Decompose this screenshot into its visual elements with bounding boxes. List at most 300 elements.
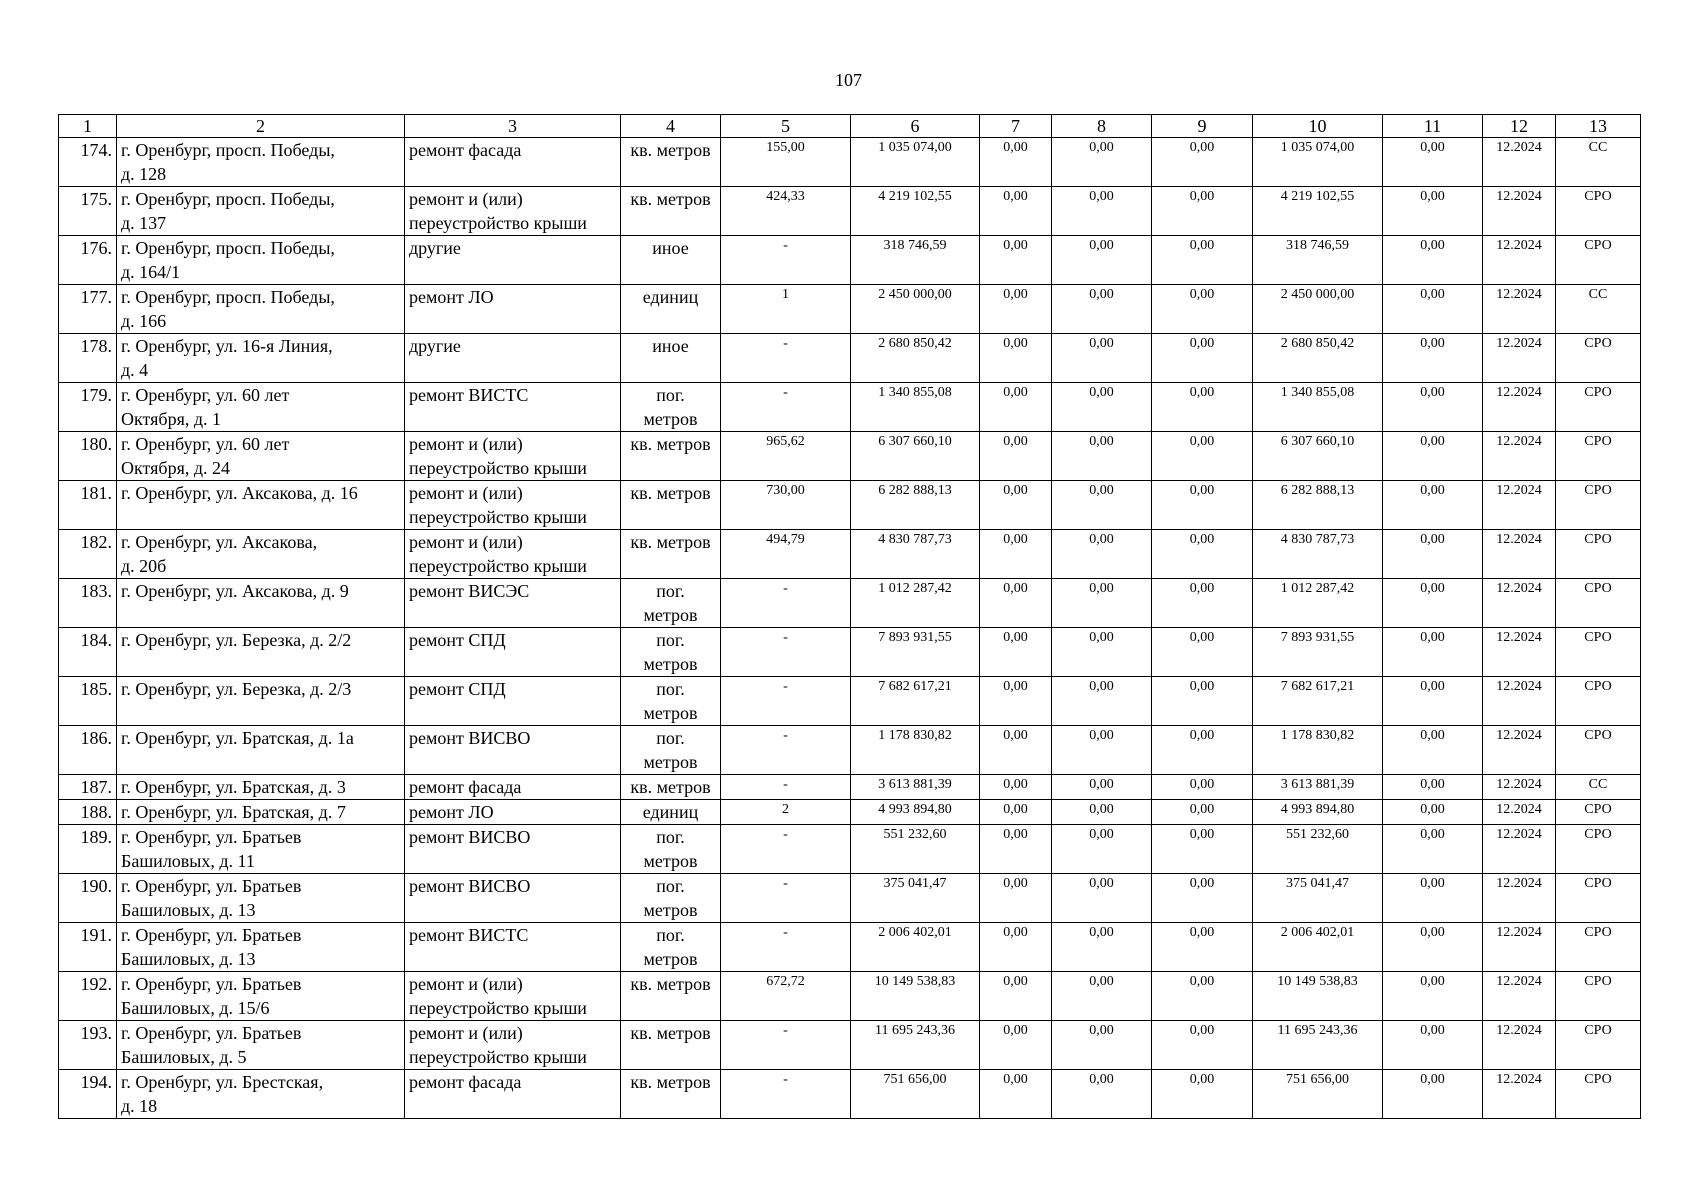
- unit-cell-line: пог.: [656, 728, 685, 748]
- row-number: 176.: [59, 236, 117, 285]
- table-row: [59, 285, 1641, 334]
- work-type-cell: [405, 1021, 621, 1070]
- volume-cell: -: [721, 1070, 851, 1119]
- table-row: [59, 726, 1641, 775]
- fund-cell-7: 0,00: [980, 825, 1052, 874]
- fund-cell-10: 1 340 855,08: [1253, 383, 1383, 432]
- work-type-cell-line: переустройство крыши: [409, 998, 587, 1018]
- work-type-cell-line: переустройство крыши: [409, 458, 587, 478]
- work-type-cell-line: ремонт ЛО: [409, 802, 494, 822]
- unit-cell: [621, 874, 721, 923]
- volume-cell: 494,79: [721, 530, 851, 579]
- fund-cell-10: 7 893 931,55: [1253, 628, 1383, 677]
- fund-cell-10: 1 012 287,42: [1253, 579, 1383, 628]
- unit-cell-line: пог.: [656, 581, 685, 601]
- address-cell-line: г. Оренбург, ул. Братская, д. 7: [121, 802, 346, 822]
- unit-cell: [621, 285, 721, 334]
- method-cell: СРО: [1556, 628, 1641, 677]
- address-cell-line: Башиловых, д. 11: [121, 851, 255, 871]
- column-header: 3: [405, 115, 621, 138]
- volume-cell: -: [721, 383, 851, 432]
- address-cell-line: г. Оренбург, ул. 16-я Линия,: [121, 336, 333, 356]
- work-type-cell-line: ремонт фасада: [409, 140, 522, 160]
- method-cell: СРО: [1556, 236, 1641, 285]
- fund-cell-11: 0,00: [1383, 285, 1483, 334]
- fund-cell-8: 0,00: [1052, 481, 1152, 530]
- address-cell: [117, 800, 405, 825]
- address-cell-line: г. Оренбург, ул. 60 лет: [121, 434, 290, 454]
- work-type-cell-line: ремонт ВИСТС: [409, 925, 529, 945]
- address-cell: [117, 530, 405, 579]
- unit-cell: [621, 432, 721, 481]
- fund-cell-8: 0,00: [1052, 972, 1152, 1021]
- work-type-cell-line: ремонт и (или): [409, 1023, 523, 1043]
- work-type-cell-line: другие: [409, 336, 461, 356]
- fund-cell-10: 375 041,47: [1253, 874, 1383, 923]
- address-cell: [117, 726, 405, 775]
- fund-cell-9: 0,00: [1152, 285, 1253, 334]
- total-cost-cell: 318 746,59: [851, 236, 980, 285]
- row-number: 189.: [59, 825, 117, 874]
- address-cell: [117, 236, 405, 285]
- unit-cell: [621, 726, 721, 775]
- fund-cell-7: 0,00: [980, 530, 1052, 579]
- row-number: 192.: [59, 972, 117, 1021]
- unit-cell-line: иное: [652, 238, 689, 258]
- deadline-cell: 12.2024: [1483, 825, 1556, 874]
- deadline-cell: 12.2024: [1483, 800, 1556, 825]
- fund-cell-10: 318 746,59: [1253, 236, 1383, 285]
- fund-cell-10: 2 006 402,01: [1253, 923, 1383, 972]
- volume-cell: 424,33: [721, 187, 851, 236]
- total-cost-cell: 6 307 660,10: [851, 432, 980, 481]
- fund-cell-7: 0,00: [980, 677, 1052, 726]
- address-cell: [117, 481, 405, 530]
- address-cell-line: г. Оренбург, ул. Братьев: [121, 1023, 302, 1043]
- fund-cell-10: 11 695 243,36: [1253, 1021, 1383, 1070]
- address-cell: [117, 138, 405, 187]
- fund-cell-8: 0,00: [1052, 800, 1152, 825]
- fund-cell-10: 551 232,60: [1253, 825, 1383, 874]
- method-cell: СРО: [1556, 825, 1641, 874]
- unit-cell: [621, 530, 721, 579]
- fund-cell-11: 0,00: [1383, 775, 1483, 800]
- fund-cell-11: 0,00: [1383, 825, 1483, 874]
- total-cost-cell: 7 893 931,55: [851, 628, 980, 677]
- method-cell: СРО: [1556, 677, 1641, 726]
- address-cell-line: Октября, д. 1: [121, 409, 222, 429]
- fund-cell-10: 751 656,00: [1253, 1070, 1383, 1119]
- work-type-cell-line: ремонт и (или): [409, 434, 523, 454]
- address-cell-line: д. 4: [121, 360, 149, 380]
- fund-cell-10: 6 307 660,10: [1253, 432, 1383, 481]
- fund-cell-10: 3 613 881,39: [1253, 775, 1383, 800]
- fund-cell-8: 0,00: [1052, 726, 1152, 775]
- total-cost-cell: 751 656,00: [851, 1070, 980, 1119]
- deadline-cell: 12.2024: [1483, 530, 1556, 579]
- fund-cell-8: 0,00: [1052, 579, 1152, 628]
- total-cost-cell: 2 450 000,00: [851, 285, 980, 334]
- work-type-cell: [405, 874, 621, 923]
- volume-cell: -: [721, 923, 851, 972]
- address-cell: [117, 775, 405, 800]
- address-cell: [117, 285, 405, 334]
- unit-cell-line: кв. метров: [630, 1072, 711, 1092]
- fund-cell-9: 0,00: [1152, 726, 1253, 775]
- total-cost-cell: 6 282 888,13: [851, 481, 980, 530]
- total-cost-cell: 4 219 102,55: [851, 187, 980, 236]
- table-row: [59, 923, 1641, 972]
- deadline-cell: 12.2024: [1483, 972, 1556, 1021]
- unit-cell: [621, 334, 721, 383]
- volume-cell: 155,00: [721, 138, 851, 187]
- repair-program-table: [58, 114, 1641, 1119]
- address-cell: [117, 383, 405, 432]
- row-number: 177.: [59, 285, 117, 334]
- fund-cell-9: 0,00: [1152, 800, 1253, 825]
- fund-cell-11: 0,00: [1383, 579, 1483, 628]
- table-row: [59, 874, 1641, 923]
- method-cell: СРО: [1556, 972, 1641, 1021]
- work-type-cell: [405, 972, 621, 1021]
- fund-cell-11: 0,00: [1383, 726, 1483, 775]
- work-type-cell: [405, 432, 621, 481]
- address-cell-line: г. Оренбург, просп. Победы,: [121, 189, 335, 209]
- unit-cell-line: кв. метров: [630, 189, 711, 209]
- fund-cell-8: 0,00: [1052, 285, 1152, 334]
- fund-cell-9: 0,00: [1152, 775, 1253, 800]
- fund-cell-11: 0,00: [1383, 677, 1483, 726]
- method-cell: СРО: [1556, 481, 1641, 530]
- work-type-cell-line: другие: [409, 238, 461, 258]
- address-cell-line: г. Оренбург, ул. Братьев: [121, 876, 302, 896]
- volume-cell: -: [721, 1021, 851, 1070]
- fund-cell-9: 0,00: [1152, 138, 1253, 187]
- row-number: 194.: [59, 1070, 117, 1119]
- unit-cell-line: метров: [643, 900, 698, 920]
- row-number: 184.: [59, 628, 117, 677]
- method-cell: СС: [1556, 775, 1641, 800]
- fund-cell-7: 0,00: [980, 481, 1052, 530]
- work-type-cell: [405, 923, 621, 972]
- address-cell: [117, 334, 405, 383]
- fund-cell-8: 0,00: [1052, 1070, 1152, 1119]
- work-type-cell-line: ремонт и (или): [409, 189, 523, 209]
- fund-cell-9: 0,00: [1152, 923, 1253, 972]
- address-cell-line: д. 137: [121, 213, 167, 233]
- unit-cell-line: пог.: [656, 630, 685, 650]
- address-cell-line: Башиловых, д. 5: [121, 1047, 247, 1067]
- address-cell-line: г. Оренбург, ул. Березка, д. 2/3: [121, 679, 352, 699]
- total-cost-cell: 3 613 881,39: [851, 775, 980, 800]
- address-cell: [117, 628, 405, 677]
- fund-cell-9: 0,00: [1152, 334, 1253, 383]
- work-type-cell-line: ремонт ВИСЭС: [409, 581, 530, 601]
- fund-cell-10: 1 035 074,00: [1253, 138, 1383, 187]
- work-type-cell: [405, 187, 621, 236]
- method-cell: СРО: [1556, 1070, 1641, 1119]
- unit-cell: [621, 236, 721, 285]
- volume-cell: -: [721, 334, 851, 383]
- fund-cell-8: 0,00: [1052, 138, 1152, 187]
- method-cell: СРО: [1556, 383, 1641, 432]
- work-type-cell-line: ремонт ВИСВО: [409, 827, 531, 847]
- fund-cell-9: 0,00: [1152, 677, 1253, 726]
- method-cell: СРО: [1556, 334, 1641, 383]
- method-cell: СРО: [1556, 187, 1641, 236]
- row-number: 182.: [59, 530, 117, 579]
- unit-cell: [621, 481, 721, 530]
- fund-cell-7: 0,00: [980, 775, 1052, 800]
- work-type-cell-line: ремонт СПД: [409, 679, 506, 699]
- unit-cell-line: кв. метров: [630, 1023, 711, 1043]
- deadline-cell: 12.2024: [1483, 726, 1556, 775]
- unit-cell: [621, 628, 721, 677]
- work-type-cell: [405, 530, 621, 579]
- fund-cell-11: 0,00: [1383, 628, 1483, 677]
- address-cell: [117, 825, 405, 874]
- unit-cell-line: метров: [643, 605, 698, 625]
- fund-cell-7: 0,00: [980, 874, 1052, 923]
- fund-cell-9: 0,00: [1152, 530, 1253, 579]
- unit-cell-line: метров: [643, 703, 698, 723]
- fund-cell-7: 0,00: [980, 187, 1052, 236]
- address-cell-line: г. Оренбург, ул. Братьев: [121, 974, 302, 994]
- address-cell: [117, 187, 405, 236]
- deadline-cell: 12.2024: [1483, 383, 1556, 432]
- work-type-cell-line: ремонт и (или): [409, 974, 523, 994]
- row-number: 193.: [59, 1021, 117, 1070]
- fund-cell-9: 0,00: [1152, 628, 1253, 677]
- volume-cell: -: [721, 236, 851, 285]
- unit-cell-line: иное: [652, 336, 689, 356]
- address-cell-line: г. Оренбург, просп. Победы,: [121, 287, 335, 307]
- row-number: 186.: [59, 726, 117, 775]
- fund-cell-9: 0,00: [1152, 383, 1253, 432]
- work-type-cell: [405, 800, 621, 825]
- fund-cell-9: 0,00: [1152, 1070, 1253, 1119]
- address-cell-line: г. Оренбург, ул. Аксакова, д. 16: [121, 483, 358, 503]
- unit-cell: [621, 138, 721, 187]
- fund-cell-8: 0,00: [1052, 775, 1152, 800]
- table-row: [59, 1021, 1641, 1070]
- volume-cell: 1: [721, 285, 851, 334]
- fund-cell-11: 0,00: [1383, 334, 1483, 383]
- fund-cell-7: 0,00: [980, 579, 1052, 628]
- unit-cell-line: метров: [643, 409, 698, 429]
- fund-cell-9: 0,00: [1152, 432, 1253, 481]
- unit-cell-line: кв. метров: [630, 140, 711, 160]
- method-cell: СРО: [1556, 923, 1641, 972]
- unit-cell-line: единиц: [642, 802, 699, 822]
- row-number: 180.: [59, 432, 117, 481]
- method-cell: СС: [1556, 285, 1641, 334]
- work-type-cell-line: ремонт ВИСТС: [409, 385, 529, 405]
- fund-cell-8: 0,00: [1052, 236, 1152, 285]
- total-cost-cell: 375 041,47: [851, 874, 980, 923]
- unit-cell-line: метров: [643, 949, 698, 969]
- address-cell-line: д. 18: [121, 1096, 158, 1116]
- total-cost-cell: 551 232,60: [851, 825, 980, 874]
- address-cell-line: г. Оренбург, ул. Брестская,: [121, 1072, 324, 1092]
- fund-cell-7: 0,00: [980, 383, 1052, 432]
- address-cell: [117, 874, 405, 923]
- deadline-cell: 12.2024: [1483, 874, 1556, 923]
- fund-cell-8: 0,00: [1052, 825, 1152, 874]
- address-cell-line: Башиловых, д. 13: [121, 949, 256, 969]
- address-cell-line: г. Оренбург, ул. Березка, д. 2/2: [121, 630, 352, 650]
- unit-cell-line: кв. метров: [630, 434, 711, 454]
- volume-cell: -: [721, 874, 851, 923]
- row-number: 179.: [59, 383, 117, 432]
- fund-cell-11: 0,00: [1383, 187, 1483, 236]
- fund-cell-7: 0,00: [980, 628, 1052, 677]
- total-cost-cell: 7 682 617,21: [851, 677, 980, 726]
- table-row: [59, 1070, 1641, 1119]
- fund-cell-9: 0,00: [1152, 874, 1253, 923]
- fund-cell-8: 0,00: [1052, 677, 1152, 726]
- method-cell: СРО: [1556, 800, 1641, 825]
- fund-cell-7: 0,00: [980, 236, 1052, 285]
- work-type-cell: [405, 334, 621, 383]
- volume-cell: 730,00: [721, 481, 851, 530]
- address-cell: [117, 972, 405, 1021]
- unit-cell-line: пог.: [656, 876, 685, 896]
- table-row: [59, 383, 1641, 432]
- column-header: 13: [1556, 115, 1641, 138]
- work-type-cell-line: переустройство крыши: [409, 507, 587, 527]
- table-row: [59, 800, 1641, 825]
- method-cell: СРО: [1556, 874, 1641, 923]
- deadline-cell: 12.2024: [1483, 677, 1556, 726]
- unit-cell: [621, 579, 721, 628]
- volume-cell: -: [721, 775, 851, 800]
- unit-cell-line: кв. метров: [630, 777, 711, 797]
- address-cell-line: г. Оренбург, просп. Победы,: [121, 140, 335, 160]
- work-type-cell: [405, 579, 621, 628]
- table-row: [59, 334, 1641, 383]
- fund-cell-7: 0,00: [980, 138, 1052, 187]
- table-row: [59, 628, 1641, 677]
- fund-cell-11: 0,00: [1383, 383, 1483, 432]
- address-cell-line: д. 164/1: [121, 262, 181, 282]
- column-header: 12: [1483, 115, 1556, 138]
- fund-cell-10: 4 830 787,73: [1253, 530, 1383, 579]
- total-cost-cell: 1 340 855,08: [851, 383, 980, 432]
- fund-cell-10: 6 282 888,13: [1253, 481, 1383, 530]
- volume-cell: -: [721, 825, 851, 874]
- unit-cell-line: метров: [643, 752, 698, 772]
- total-cost-cell: 4 830 787,73: [851, 530, 980, 579]
- work-type-cell: [405, 1070, 621, 1119]
- fund-cell-8: 0,00: [1052, 874, 1152, 923]
- column-number-row: [59, 115, 1641, 138]
- column-header: 6: [851, 115, 980, 138]
- fund-cell-8: 0,00: [1052, 628, 1152, 677]
- fund-cell-11: 0,00: [1383, 800, 1483, 825]
- fund-cell-10: 10 149 538,83: [1253, 972, 1383, 1021]
- total-cost-cell: 2 680 850,42: [851, 334, 980, 383]
- table-row: [59, 677, 1641, 726]
- fund-cell-10: 4 993 894,80: [1253, 800, 1383, 825]
- work-type-cell: [405, 481, 621, 530]
- row-number: 185.: [59, 677, 117, 726]
- unit-cell-line: метров: [643, 654, 698, 674]
- address-cell-line: г. Оренбург, ул. Братская, д. 1а: [121, 728, 354, 748]
- fund-cell-8: 0,00: [1052, 334, 1152, 383]
- unit-cell-line: пог.: [656, 827, 685, 847]
- method-cell: СРО: [1556, 432, 1641, 481]
- deadline-cell: 12.2024: [1483, 481, 1556, 530]
- fund-cell-7: 0,00: [980, 285, 1052, 334]
- address-cell-line: д. 20б: [121, 556, 167, 576]
- address-cell-line: г. Оренбург, ул. Братьев: [121, 827, 302, 847]
- fund-cell-11: 0,00: [1383, 236, 1483, 285]
- address-cell: [117, 677, 405, 726]
- total-cost-cell: 2 006 402,01: [851, 923, 980, 972]
- row-number: 174.: [59, 138, 117, 187]
- total-cost-cell: 1 178 830,82: [851, 726, 980, 775]
- address-cell-line: Октября, д. 24: [121, 458, 231, 478]
- table-row: [59, 138, 1641, 187]
- volume-cell: 965,62: [721, 432, 851, 481]
- volume-cell: -: [721, 628, 851, 677]
- work-type-cell-line: переустройство крыши: [409, 213, 587, 233]
- fund-cell-11: 0,00: [1383, 530, 1483, 579]
- fund-cell-11: 0,00: [1383, 1021, 1483, 1070]
- deadline-cell: 12.2024: [1483, 432, 1556, 481]
- method-cell: СС: [1556, 138, 1641, 187]
- work-type-cell-line: ремонт ВИСВО: [409, 876, 531, 896]
- fund-cell-11: 0,00: [1383, 432, 1483, 481]
- work-type-cell: [405, 383, 621, 432]
- work-type-cell-line: ремонт фасада: [409, 1072, 522, 1092]
- unit-cell: [621, 383, 721, 432]
- row-number: 178.: [59, 334, 117, 383]
- column-header: 4: [621, 115, 721, 138]
- address-cell-line: д. 128: [121, 164, 167, 184]
- table-row: [59, 530, 1641, 579]
- column-header: 10: [1253, 115, 1383, 138]
- work-type-cell: [405, 236, 621, 285]
- row-number: 175.: [59, 187, 117, 236]
- unit-cell: [621, 825, 721, 874]
- address-cell-line: г. Оренбург, ул. Братская, д. 3: [121, 777, 346, 797]
- work-type-cell-line: переустройство крыши: [409, 1047, 587, 1067]
- table-row: [59, 825, 1641, 874]
- address-cell: [117, 1021, 405, 1070]
- fund-cell-10: 1 178 830,82: [1253, 726, 1383, 775]
- fund-cell-8: 0,00: [1052, 187, 1152, 236]
- total-cost-cell: 1 012 287,42: [851, 579, 980, 628]
- fund-cell-9: 0,00: [1152, 187, 1253, 236]
- work-type-cell: [405, 285, 621, 334]
- fund-cell-7: 0,00: [980, 923, 1052, 972]
- column-header: 2: [117, 115, 405, 138]
- fund-cell-9: 0,00: [1152, 1021, 1253, 1070]
- work-type-cell: [405, 138, 621, 187]
- table-row: [59, 579, 1641, 628]
- fund-cell-7: 0,00: [980, 1021, 1052, 1070]
- work-type-cell-line: ремонт ЛО: [409, 287, 494, 307]
- unit-cell: [621, 187, 721, 236]
- volume-cell: -: [721, 579, 851, 628]
- address-cell-line: Башиловых, д. 13: [121, 900, 256, 920]
- work-type-cell-line: переустройство крыши: [409, 556, 587, 576]
- deadline-cell: 12.2024: [1483, 628, 1556, 677]
- address-cell: [117, 923, 405, 972]
- fund-cell-9: 0,00: [1152, 972, 1253, 1021]
